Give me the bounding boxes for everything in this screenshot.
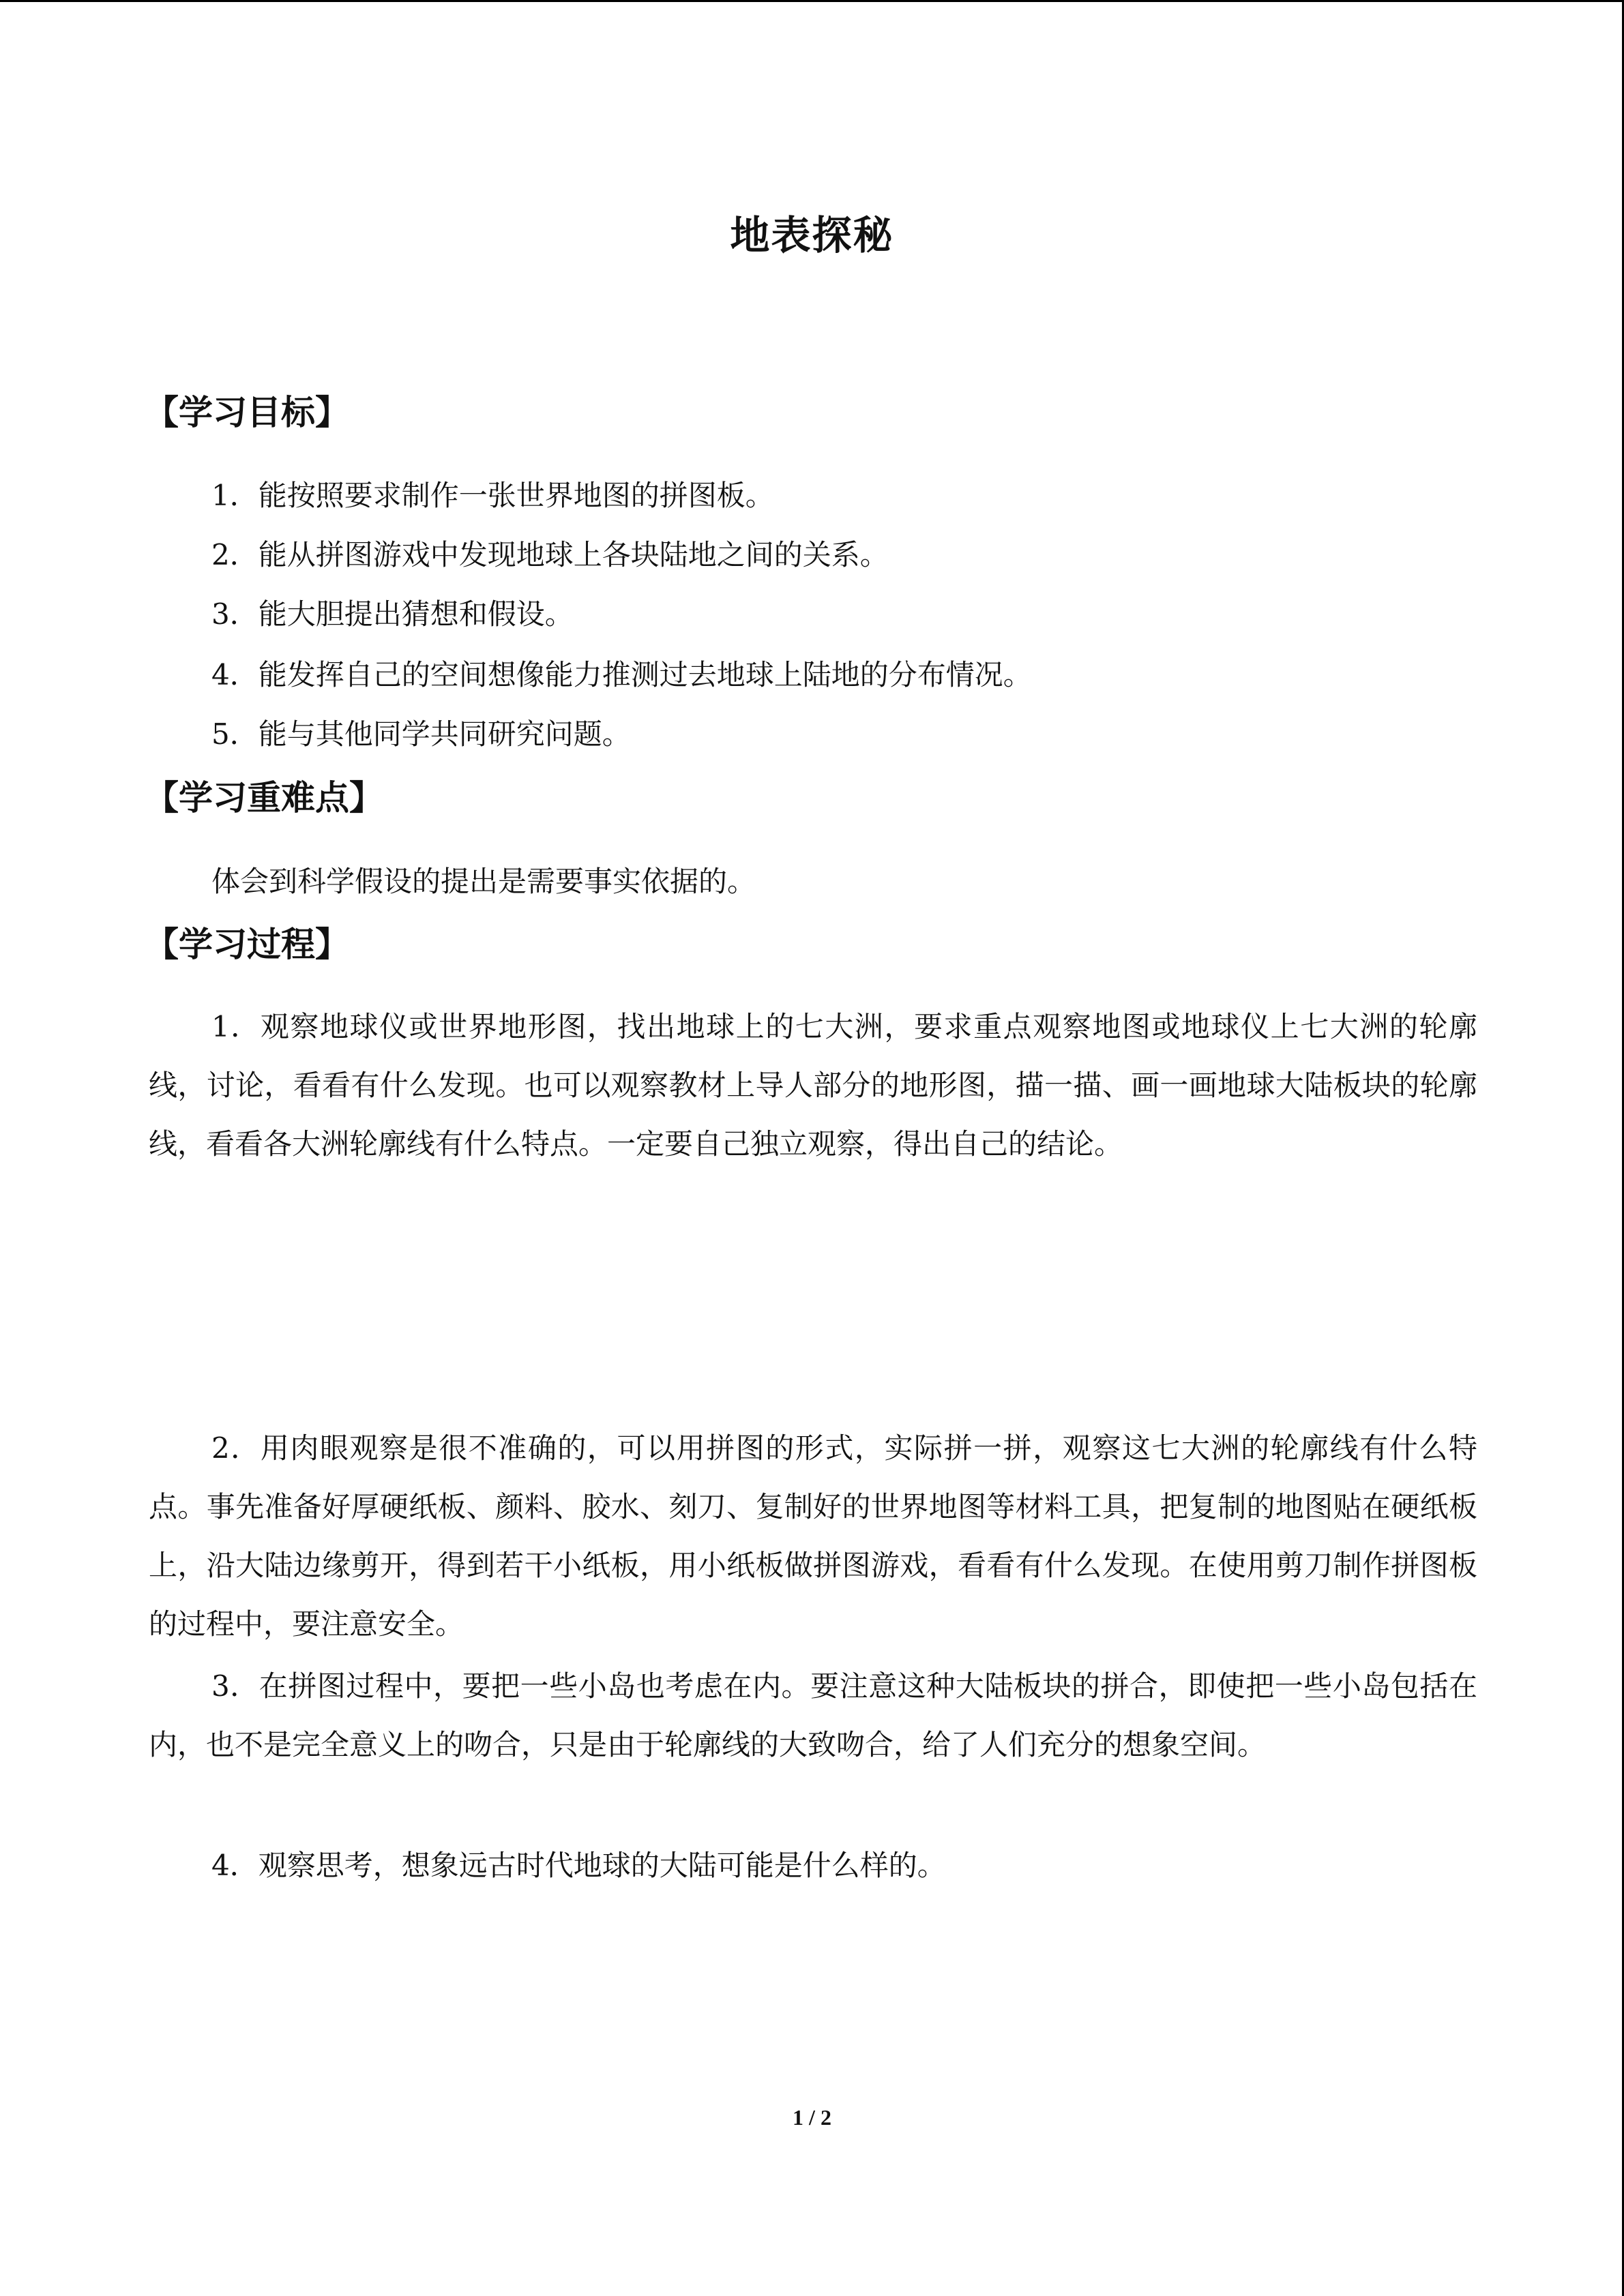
- key-points-text: 体会到科学假设的提出是需要事实依据的。: [211, 865, 756, 898]
- document-title: 地表探秘: [730, 212, 894, 258]
- objective-item-2: 2．能从拼图游戏中发现地球上各块陆地之间的关系。: [211, 538, 889, 571]
- objective-item-1: 1．能按照要求制作一张世界地图的拼图板。: [211, 479, 774, 512]
- key-points-heading: 【学习重难点】: [145, 778, 383, 818]
- objective-item-4: 4．能发挥自己的空间想像能力推测过去地球上陆地的分布情况。: [211, 658, 1032, 691]
- process-heading: 【学习过程】: [145, 925, 349, 964]
- process-paragraph-1: 1．观察地球仪或世界地形图，找出地球上的七大洲，要求重点观察地图或地球仪上七大洲的轮廓线，讨论，看看有什么发现。也可以观察教材上导人部分的地形图，描一描、画一画地球大陆板块的轮廓线，看看各大洲轮廓线有什么特点。一定要自己独立观察，得出自己的结论。: [149, 1010, 1477, 1161]
- objectives-heading: 【学习目标】: [145, 393, 349, 432]
- process-paragraph-4: 4．观察思考，想象远古时代地球的大陆可能是什么样的。: [211, 1849, 946, 1882]
- objective-item-3: 3．能大胆提出猜想和假设。: [211, 597, 574, 631]
- page-number: 1 / 2: [793, 2105, 831, 2130]
- objective-item-5: 5．能与其他同学共同研究问题。: [211, 717, 631, 751]
- process-paragraph-2: 2．用肉眼观察是很不准确的，可以用拼图的形式，实际拼一拼，观察这七大洲的轮廓线有什么特点。事先准备好厚硬纸板、颜料、胶水、刻刀、复制好的世界地图等材料工具，把复制的地图贴在硬纸板上，沿大陆边缘剪开，得到若干小纸板，用小纸板做拼图游戏，看看有什么发现。在使用剪刀制作拼图板的过程中，要注意安全。: [149, 1431, 1477, 1641]
- process-paragraph-3: 3．在拼图过程中，要把一些小岛也考虑在内。要注意这种大陆板块的拼合，即使把一些小岛包括在内，也不是完全意义上的吻合，只是由于轮廓线的大致吻合，给了人们充分的想象空间。: [149, 1669, 1477, 1761]
